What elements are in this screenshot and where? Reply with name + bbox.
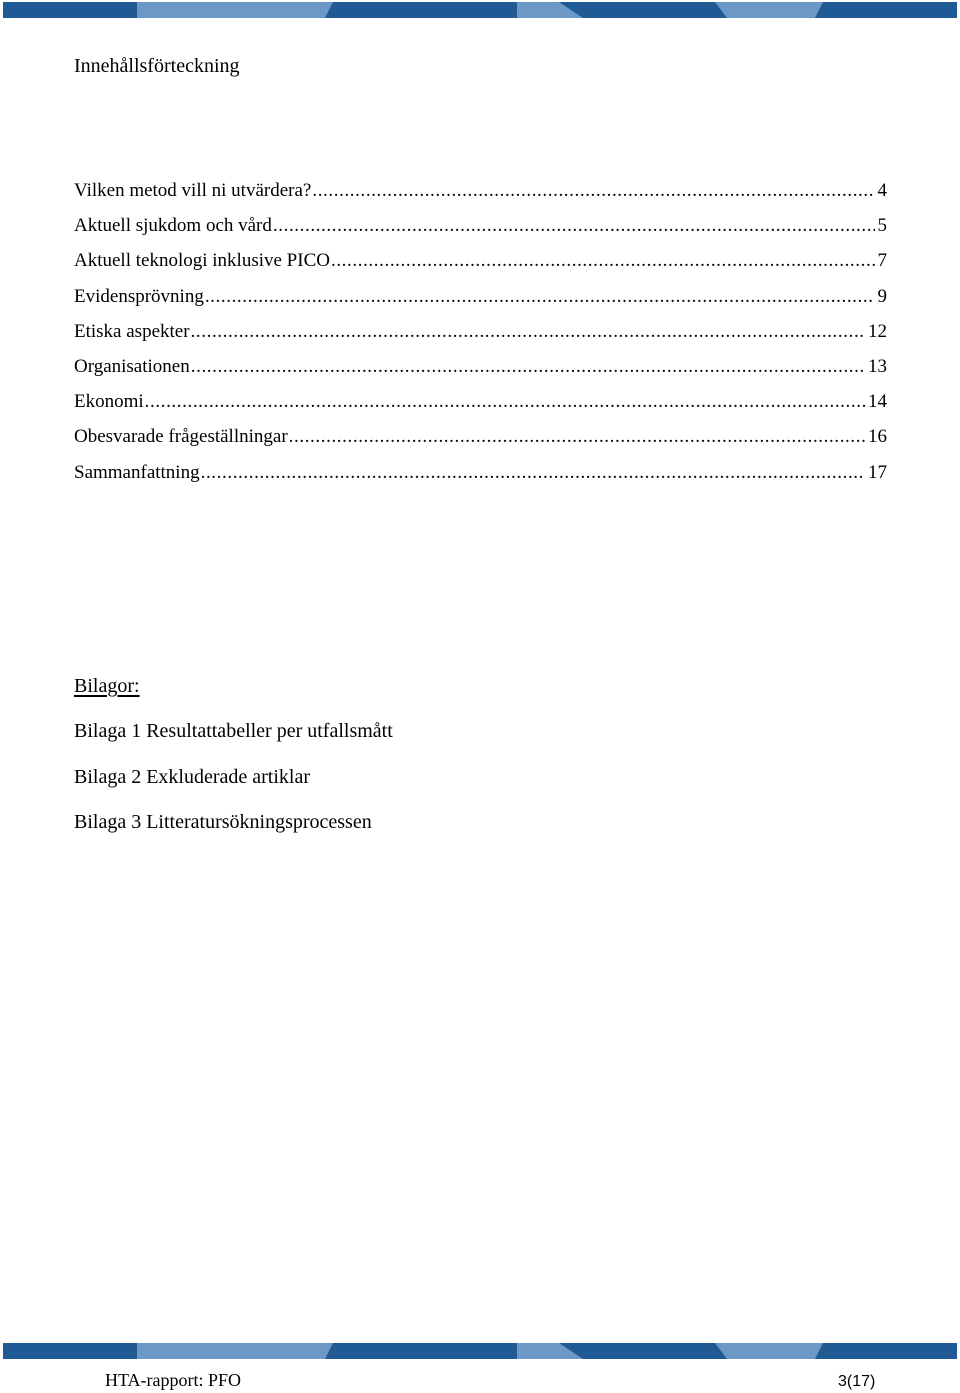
- toc-entry[interactable]: [74, 284, 887, 319]
- toc-dot-leader: [145, 389, 865, 415]
- toc-entry-label: Aktuell teknologi inklusive PICO: [74, 250, 330, 272]
- toc-entry-page: 16: [868, 426, 887, 448]
- toc-entry-label: Vilken metod vill ni utvärdera?: [74, 180, 312, 201]
- toc-entry-page: 17: [868, 461, 887, 483]
- toc-dot-leader: [289, 424, 865, 450]
- toc-dot-leader: [312, 178, 874, 204]
- toc-entry[interactable]: [74, 248, 887, 283]
- toc-entry-page: 5: [877, 215, 887, 237]
- appendices-heading: Bilagor:: [74, 675, 140, 697]
- toc-entry[interactable]: [74, 460, 887, 495]
- toc-dot-leader: [201, 460, 865, 486]
- toc-entry-label: Obesvarade frågeställningar: [74, 426, 288, 448]
- toc-entry-page: 13: [868, 355, 887, 377]
- footer-page-indicator: 3(17): [838, 1373, 876, 1390]
- toc-entry[interactable]: [74, 178, 887, 213]
- header-band-graphic: [3, 2, 957, 18]
- toc-dot-leader: [191, 319, 865, 345]
- toc-entry-label: Aktuell sjukdom och vård: [74, 215, 272, 237]
- toc-entry-label: Sammanfattning: [74, 461, 200, 483]
- footer-decorative-band: [3, 1343, 957, 1359]
- toc-dot-leader: [331, 248, 875, 274]
- appendix-item: Bilaga 2 Exkluderade artiklar: [74, 765, 311, 788]
- toc-title: Innehållsförteckning: [74, 55, 240, 77]
- footer-band-graphic: [3, 1343, 957, 1359]
- toc-entry-page: 14: [868, 391, 887, 413]
- appendix-item: Bilaga 3 Litteratursökningsprocessen: [74, 811, 372, 833]
- table-of-contents: [74, 178, 887, 495]
- toc-entry-page: 7: [877, 250, 887, 272]
- header-decorative-band: [3, 2, 957, 18]
- toc-entry-page: 4: [877, 180, 887, 201]
- toc-entry[interactable]: [74, 319, 887, 354]
- toc-entry[interactable]: [74, 213, 887, 248]
- toc-entry-label: Ekonomi: [74, 391, 144, 413]
- appendix-item: Bilaga 1 Resultattabeller per utfallsmått: [74, 720, 393, 742]
- toc-dot-leader: [205, 284, 875, 310]
- footer-report-name: HTA-rapport: PFO: [105, 1370, 242, 1390]
- toc-dot-leader: [191, 354, 865, 380]
- toc-entry[interactable]: [74, 389, 887, 424]
- toc-entry-label: Etiska aspekter: [74, 320, 190, 342]
- toc-entry-label: Evidensprövning: [74, 285, 204, 307]
- toc-entry[interactable]: [74, 424, 887, 459]
- toc-dot-leader: [273, 213, 875, 239]
- toc-entry-page: 12: [868, 320, 887, 342]
- appendix-list: [74, 718, 393, 855]
- toc-entry[interactable]: [74, 354, 887, 389]
- toc-entry-page: 9: [877, 285, 887, 307]
- toc-entry-label: Organisationen: [74, 355, 190, 377]
